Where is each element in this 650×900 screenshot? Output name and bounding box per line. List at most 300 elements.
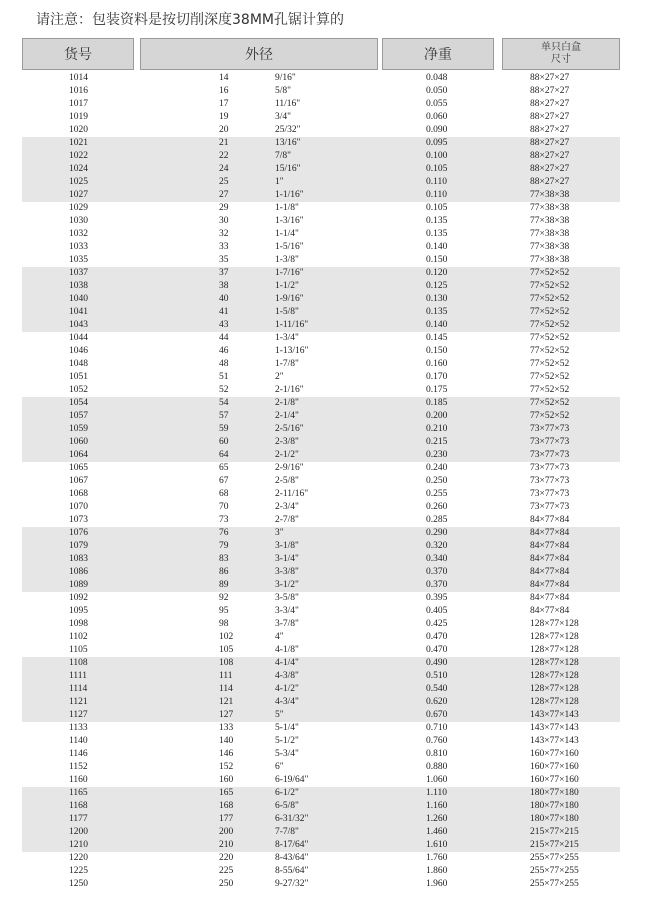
header-outer-diameter: 外径 <box>140 38 378 70</box>
cell-weight: 1.610 <box>426 840 448 850</box>
cell-code: 1070 <box>69 502 88 512</box>
table-row <box>22 774 620 787</box>
cell-weight: 0.110 <box>426 177 448 187</box>
cell-code: 1044 <box>69 333 88 343</box>
cell-box-size: 77×52×52 <box>530 372 570 382</box>
cell-code: 1111 <box>69 671 87 681</box>
cell-diameter-mm: 41 <box>219 307 229 317</box>
table-row <box>22 410 620 423</box>
cell-diameter-mm: 35 <box>219 255 229 265</box>
cell-box-size: 77×52×52 <box>530 320 570 330</box>
cell-code: 1043 <box>69 320 88 330</box>
cell-diameter-inch: 2-9/16" <box>275 463 304 473</box>
cell-diameter-mm: 22 <box>219 151 229 161</box>
cell-weight: 0.320 <box>426 541 448 551</box>
cell-box-size: 77×38×38 <box>530 190 570 200</box>
table-row <box>22 306 620 319</box>
cell-diameter-inch: 1-3/4" <box>275 333 299 343</box>
cell-code: 1064 <box>69 450 88 460</box>
table-row <box>22 371 620 384</box>
cell-weight: 0.215 <box>426 437 448 447</box>
cell-diameter-inch: 1-9/16" <box>275 294 304 304</box>
cell-code: 1020 <box>69 125 88 135</box>
cell-code: 1095 <box>69 606 88 616</box>
cell-box-size: 77×38×38 <box>530 229 570 239</box>
cell-diameter-inch: 6-31/32" <box>275 814 309 824</box>
cell-diameter-inch: 1-5/8" <box>275 307 299 317</box>
cell-box-size: 77×52×52 <box>530 359 570 369</box>
cell-box-size: 77×38×38 <box>530 255 570 265</box>
table-row <box>22 644 620 657</box>
table-row <box>22 488 620 501</box>
cell-box-size: 77×52×52 <box>530 281 570 291</box>
table-row <box>22 358 620 371</box>
cell-weight: 0.670 <box>426 710 448 720</box>
cell-weight: 0.060 <box>426 112 448 122</box>
table-row <box>22 800 620 813</box>
cell-diameter-inch: 4-1/2" <box>275 684 299 694</box>
table-row <box>22 332 620 345</box>
table-row <box>22 514 620 527</box>
header-box-size-line2: 尺寸 <box>551 54 571 65</box>
cell-weight: 0.150 <box>426 255 448 265</box>
cell-diameter-mm: 37 <box>219 268 229 278</box>
cell-box-size: 73×77×73 <box>530 489 570 499</box>
cell-code: 1210 <box>69 840 88 850</box>
cell-box-size: 84×77×84 <box>530 593 570 603</box>
cell-weight: 0.050 <box>426 86 448 96</box>
cell-weight: 0.110 <box>426 190 448 200</box>
table-row <box>22 215 620 228</box>
cell-code: 1035 <box>69 255 88 265</box>
cell-box-size: 88×27×27 <box>530 99 570 109</box>
table-row <box>22 826 620 839</box>
cell-code: 1021 <box>69 138 88 148</box>
cell-box-size: 180×77×180 <box>530 814 579 824</box>
table-row <box>22 384 620 397</box>
cell-box-size: 180×77×180 <box>530 788 579 798</box>
cell-code: 1022 <box>69 151 88 161</box>
table-row <box>22 267 620 280</box>
cell-diameter-inch: 2" <box>275 372 284 382</box>
cell-box-size: 143×77×143 <box>530 723 579 733</box>
cell-code: 1225 <box>69 866 88 876</box>
table-row <box>22 709 620 722</box>
cell-code: 1057 <box>69 411 88 421</box>
table-row <box>22 150 620 163</box>
cell-code: 1014 <box>69 73 88 83</box>
table-row <box>22 722 620 735</box>
table-row <box>22 657 620 670</box>
cell-diameter-inch: 1-7/8" <box>275 359 299 369</box>
cell-diameter-mm: 21 <box>219 138 229 148</box>
cell-diameter-inch: 8-43/64" <box>275 853 309 863</box>
cell-code: 1152 <box>69 762 88 772</box>
cell-diameter-mm: 140 <box>219 736 234 746</box>
cell-box-size: 77×38×38 <box>530 216 570 226</box>
cell-code: 1177 <box>69 814 88 824</box>
header-weight: 净重 <box>382 38 494 70</box>
cell-code: 1165 <box>69 788 88 798</box>
cell-code: 1041 <box>69 307 88 317</box>
cell-weight: 0.130 <box>426 294 448 304</box>
cell-weight: 0.120 <box>426 268 448 278</box>
cell-diameter-mm: 14 <box>219 73 229 83</box>
cell-code: 1105 <box>69 645 88 655</box>
table-row <box>22 605 620 618</box>
cell-box-size: 88×27×27 <box>530 177 570 187</box>
cell-weight: 1.160 <box>426 801 448 811</box>
cell-diameter-inch: 3-1/8" <box>275 541 299 551</box>
table-row <box>22 189 620 202</box>
cell-weight: 0.105 <box>426 164 448 174</box>
cell-diameter-mm: 89 <box>219 580 229 590</box>
cell-box-size: 128×77×128 <box>530 684 579 694</box>
table-row <box>22 462 620 475</box>
header-box-size-line1: 单只白盒 <box>541 42 581 53</box>
cell-box-size: 128×77×128 <box>530 671 579 681</box>
table-row <box>22 787 620 800</box>
cell-weight: 1.960 <box>426 879 448 889</box>
cell-weight: 0.090 <box>426 125 448 135</box>
cell-code: 1027 <box>69 190 88 200</box>
table-row <box>22 137 620 150</box>
table-row <box>22 111 620 124</box>
cell-diameter-mm: 64 <box>219 450 229 460</box>
cell-code: 1102 <box>69 632 88 642</box>
cell-weight: 0.425 <box>426 619 448 629</box>
cell-diameter-mm: 32 <box>219 229 229 239</box>
table-row <box>22 579 620 592</box>
cell-diameter-inch: 1-5/16" <box>275 242 304 252</box>
cell-weight: 0.135 <box>426 307 448 317</box>
cell-diameter-inch: 3-1/2" <box>275 580 299 590</box>
table-row <box>22 696 620 709</box>
cell-diameter-inch: 15/16" <box>275 164 301 174</box>
cell-code: 1220 <box>69 853 88 863</box>
cell-code: 1140 <box>69 736 88 746</box>
table-row <box>22 813 620 826</box>
cell-box-size: 73×77×73 <box>530 502 570 512</box>
cell-diameter-mm: 114 <box>219 684 233 694</box>
cell-code: 1054 <box>69 398 88 408</box>
cell-box-size: 73×77×73 <box>530 424 570 434</box>
cell-diameter-mm: 30 <box>219 216 229 226</box>
table-row <box>22 449 620 462</box>
table-row <box>22 761 620 774</box>
cell-diameter-mm: 57 <box>219 411 229 421</box>
cell-diameter-mm: 24 <box>219 164 229 174</box>
cell-diameter-mm: 33 <box>219 242 229 252</box>
cell-box-size: 255×77×255 <box>530 879 579 889</box>
cell-diameter-mm: 168 <box>219 801 234 811</box>
cell-box-size: 88×27×27 <box>530 112 570 122</box>
table-row <box>22 839 620 852</box>
cell-code: 1092 <box>69 593 88 603</box>
table-row <box>22 631 620 644</box>
cell-diameter-inch: 1-3/16" <box>275 216 304 226</box>
cell-box-size: 143×77×143 <box>530 710 579 720</box>
cell-weight: 0.170 <box>426 372 448 382</box>
cell-code: 1076 <box>69 528 88 538</box>
table-row <box>22 670 620 683</box>
cell-code: 1114 <box>69 684 88 694</box>
cell-diameter-mm: 51 <box>219 372 229 382</box>
cell-diameter-inch: 1-11/16" <box>275 320 309 330</box>
table-row <box>22 293 620 306</box>
cell-weight: 0.540 <box>426 684 448 694</box>
cell-box-size: 84×77×84 <box>530 528 570 538</box>
cell-code: 1052 <box>69 385 88 395</box>
table-row <box>22 176 620 189</box>
cell-weight: 0.095 <box>426 138 448 148</box>
cell-diameter-mm: 98 <box>219 619 229 629</box>
cell-box-size: 84×77×84 <box>530 554 570 564</box>
cell-code: 1040 <box>69 294 88 304</box>
cell-diameter-inch: 2-1/8" <box>275 398 299 408</box>
cell-diameter-inch: 5-3/4" <box>275 749 299 759</box>
cell-box-size: 73×77×73 <box>530 437 570 447</box>
cell-weight: 0.200 <box>426 411 448 421</box>
cell-box-size: 73×77×73 <box>530 463 570 473</box>
cell-box-size: 128×77×128 <box>530 619 579 629</box>
cell-box-size: 88×27×27 <box>530 138 570 148</box>
table-row <box>22 85 620 98</box>
cell-diameter-inch: 3-3/4" <box>275 606 299 616</box>
cell-diameter-inch: 4-1/8" <box>275 645 299 655</box>
cell-weight: 0.100 <box>426 151 448 161</box>
cell-code: 1086 <box>69 567 88 577</box>
cell-code: 1068 <box>69 489 88 499</box>
cell-diameter-mm: 165 <box>219 788 234 798</box>
cell-diameter-mm: 121 <box>219 697 234 707</box>
cell-diameter-mm: 102 <box>219 632 234 642</box>
table-row <box>22 592 620 605</box>
cell-box-size: 128×77×128 <box>530 697 579 707</box>
cell-weight: 0.250 <box>426 476 448 486</box>
cell-code: 1032 <box>69 229 88 239</box>
cell-box-size: 128×77×128 <box>530 645 579 655</box>
cell-code: 1059 <box>69 424 88 434</box>
cell-diameter-mm: 70 <box>219 502 229 512</box>
cell-diameter-mm: 59 <box>219 424 229 434</box>
cell-diameter-mm: 67 <box>219 476 229 486</box>
cell-diameter-inch: 1-1/4" <box>275 229 299 239</box>
cell-weight: 0.340 <box>426 554 448 564</box>
cell-weight: 1.460 <box>426 827 448 837</box>
packaging-note: 请注意：包装资料是按切削深度38MM孔锯计算的 <box>36 12 344 28</box>
cell-box-size: 77×38×38 <box>530 203 570 213</box>
cell-weight: 0.210 <box>426 424 448 434</box>
cell-weight: 1.260 <box>426 814 448 824</box>
cell-box-size: 77×52×52 <box>530 268 570 278</box>
cell-box-size: 160×77×160 <box>530 749 579 759</box>
cell-code: 1019 <box>69 112 88 122</box>
table-row <box>22 553 620 566</box>
table-row <box>22 423 620 436</box>
table-row <box>22 618 620 631</box>
cell-box-size: 84×77×84 <box>530 567 570 577</box>
cell-weight: 0.048 <box>426 73 448 83</box>
cell-diameter-mm: 29 <box>219 203 229 213</box>
cell-weight: 0.260 <box>426 502 448 512</box>
cell-code: 1038 <box>69 281 88 291</box>
cell-diameter-inch: 3-3/8" <box>275 567 299 577</box>
cell-diameter-mm: 127 <box>219 710 234 720</box>
header-code: 货号 <box>22 38 134 70</box>
cell-weight: 0.880 <box>426 762 448 772</box>
cell-box-size: 255×77×255 <box>530 866 579 876</box>
cell-code: 1033 <box>69 242 88 252</box>
cell-diameter-inch: 6-1/2" <box>275 788 299 798</box>
cell-diameter-mm: 108 <box>219 658 234 668</box>
cell-diameter-inch: 4-1/4" <box>275 658 299 668</box>
cell-diameter-inch: 3/4" <box>275 112 292 122</box>
table-row <box>22 501 620 514</box>
cell-code: 1030 <box>69 216 88 226</box>
cell-weight: 1.060 <box>426 775 448 785</box>
table-row <box>22 163 620 176</box>
cell-weight: 0.175 <box>426 385 448 395</box>
cell-weight: 0.620 <box>426 697 448 707</box>
cell-diameter-inch: 8-17/64" <box>275 840 309 850</box>
table-row <box>22 735 620 748</box>
cell-weight: 0.490 <box>426 658 448 668</box>
cell-diameter-mm: 133 <box>219 723 234 733</box>
cell-code: 1046 <box>69 346 88 356</box>
cell-diameter-mm: 95 <box>219 606 229 616</box>
cell-diameter-inch: 7/8" <box>275 151 292 161</box>
cell-diameter-mm: 52 <box>219 385 229 395</box>
cell-diameter-mm: 111 <box>219 671 233 681</box>
cell-diameter-inch: 3-1/4" <box>275 554 299 564</box>
cell-code: 1089 <box>69 580 88 590</box>
table-row <box>22 228 620 241</box>
cell-weight: 0.160 <box>426 359 448 369</box>
cell-code: 1079 <box>69 541 88 551</box>
cell-code: 1200 <box>69 827 88 837</box>
cell-diameter-inch: 1-7/16" <box>275 268 304 278</box>
cell-diameter-mm: 38 <box>219 281 229 291</box>
cell-diameter-inch: 2-3/4" <box>275 502 299 512</box>
cell-diameter-mm: 146 <box>219 749 234 759</box>
cell-weight: 0.140 <box>426 242 448 252</box>
cell-diameter-inch: 7-7/8" <box>275 827 299 837</box>
table-row <box>22 397 620 410</box>
cell-diameter-mm: 19 <box>219 112 229 122</box>
cell-diameter-inch: 2-7/8" <box>275 515 299 525</box>
cell-code: 1065 <box>69 463 88 473</box>
cell-weight: 0.405 <box>426 606 448 616</box>
cell-diameter-mm: 220 <box>219 853 234 863</box>
cell-diameter-mm: 152 <box>219 762 234 772</box>
cell-box-size: 88×27×27 <box>530 125 570 135</box>
cell-box-size: 73×77×73 <box>530 476 570 486</box>
cell-code: 1146 <box>69 749 88 759</box>
cell-diameter-mm: 65 <box>219 463 229 473</box>
cell-code: 1029 <box>69 203 88 213</box>
table-row <box>22 527 620 540</box>
cell-weight: 0.185 <box>426 398 448 408</box>
cell-box-size: 77×52×52 <box>530 411 570 421</box>
cell-code: 1098 <box>69 619 88 629</box>
table-row <box>22 748 620 761</box>
cell-box-size: 215×77×215 <box>530 827 579 837</box>
cell-diameter-mm: 16 <box>219 86 229 96</box>
cell-weight: 0.145 <box>426 333 448 343</box>
cell-box-size: 77×52×52 <box>530 307 570 317</box>
cell-diameter-mm: 43 <box>219 320 229 330</box>
cell-diameter-inch: 25/32" <box>275 125 301 135</box>
cell-diameter-mm: 105 <box>219 645 234 655</box>
cell-box-size: 73×77×73 <box>530 450 570 460</box>
cell-weight: 0.125 <box>426 281 448 291</box>
cell-weight: 1.110 <box>426 788 448 798</box>
cell-box-size: 84×77×84 <box>530 541 570 551</box>
cell-diameter-inch: 8-55/64" <box>275 866 309 876</box>
cell-diameter-mm: 177 <box>219 814 234 824</box>
cell-code: 1017 <box>69 99 88 109</box>
cell-weight: 0.105 <box>426 203 448 213</box>
cell-diameter-inch: 5/8" <box>275 86 292 96</box>
cell-diameter-mm: 210 <box>219 840 234 850</box>
cell-code: 1250 <box>69 879 88 889</box>
cell-code: 1067 <box>69 476 88 486</box>
cell-diameter-mm: 200 <box>219 827 234 837</box>
cell-box-size: 77×52×52 <box>530 333 570 343</box>
table-row <box>22 345 620 358</box>
header-box-size <box>502 38 620 70</box>
cell-diameter-mm: 54 <box>219 398 229 408</box>
cell-diameter-inch: 4-3/8" <box>275 671 299 681</box>
cell-code: 1168 <box>69 801 88 811</box>
cell-diameter-mm: 225 <box>219 866 234 876</box>
cell-weight: 0.810 <box>426 749 448 759</box>
table-row <box>22 202 620 215</box>
cell-box-size: 77×38×38 <box>530 242 570 252</box>
cell-diameter-inch: 1-1/2" <box>275 281 299 291</box>
cell-weight: 0.135 <box>426 229 448 239</box>
cell-diameter-inch: 2-1/4" <box>275 411 299 421</box>
cell-diameter-inch: 4" <box>275 632 284 642</box>
cell-weight: 0.710 <box>426 723 448 733</box>
cell-weight: 1.760 <box>426 853 448 863</box>
cell-code: 1083 <box>69 554 88 564</box>
cell-diameter-inch: 3" <box>275 528 284 538</box>
cell-diameter-mm: 48 <box>219 359 229 369</box>
cell-diameter-inch: 5-1/2" <box>275 736 299 746</box>
cell-weight: 0.140 <box>426 320 448 330</box>
cell-weight: 1.860 <box>426 866 448 876</box>
cell-diameter-inch: 2-1/2" <box>275 450 299 460</box>
cell-code: 1160 <box>69 775 88 785</box>
cell-code: 1024 <box>69 164 88 174</box>
cell-diameter-mm: 44 <box>219 333 229 343</box>
cell-diameter-mm: 17 <box>219 99 229 109</box>
cell-box-size: 88×27×27 <box>530 164 570 174</box>
cell-diameter-inch: 5" <box>275 710 284 720</box>
cell-diameter-inch: 13/16" <box>275 138 301 148</box>
table-row <box>22 852 620 865</box>
cell-weight: 0.395 <box>426 593 448 603</box>
cell-diameter-mm: 83 <box>219 554 229 564</box>
cell-diameter-inch: 9/16" <box>275 73 296 83</box>
table-row <box>22 319 620 332</box>
cell-weight: 0.760 <box>426 736 448 746</box>
cell-weight: 0.255 <box>426 489 448 499</box>
table-row <box>22 254 620 267</box>
cell-box-size: 180×77×180 <box>530 801 579 811</box>
